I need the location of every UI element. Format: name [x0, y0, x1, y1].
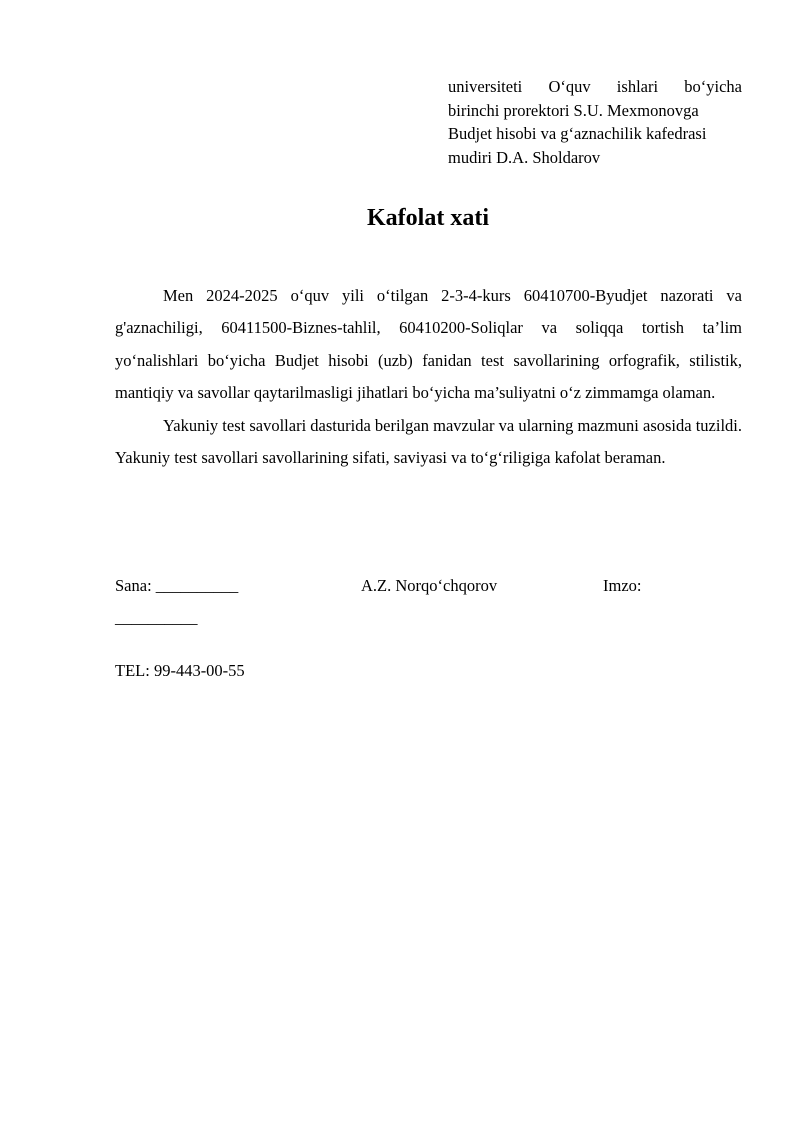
document-title: Kafolat xati	[367, 205, 489, 231]
body-paragraph-1: Men 2024-2025 o‘quv yili o‘tilgan 2-3-4-kurs 60410700-Byudjet nazorati va g'aznachiligi, 60411500-Biznes-tahlil, 60410200-Soliqlar va soliqqa tortish ta’lim yo‘nalishlari bo‘yicha Budjet hisobi (uzb) fanidan test savollarining orfografik, stilistik, mantiqiy va savollar qaytarilmasligi jihatlari bo‘yicha ma’suliyatni o‘z zimmamga olaman.	[115, 286, 742, 403]
phone-number: TEL: 99-443-00-55	[115, 661, 245, 680]
signature-row	[0, 574, 800, 598]
addressee-line-3: Budjet hisobi va g‘aznachilik kafedrasi	[448, 124, 707, 143]
date-field: Sana: __________	[115, 576, 239, 595]
addressee-line-4: mudiri D.A. Sholdarov	[448, 147, 601, 167]
signature-blank: __________	[115, 608, 198, 627]
signature-label: Imzo:	[603, 576, 642, 595]
body-paragraph-2: Yakuniy test savollari dasturida berilgan mavzular va ularning mazmuni asosida tuzildi. Yakuniy test savollari savollarining sifati, saviyasi va to‘g‘riligiga kafolat beraman.	[115, 415, 742, 468]
document-body	[115, 280, 742, 474]
addressee-block	[448, 75, 742, 169]
signer-name: A.Z. Norqo‘chqorov	[361, 576, 498, 595]
addressee-line-1: universiteti O‘quv ishlari bo‘yicha	[448, 77, 742, 96]
addressee-line-2: birinchi prorektori S.U. Mexmonovga	[448, 100, 699, 120]
